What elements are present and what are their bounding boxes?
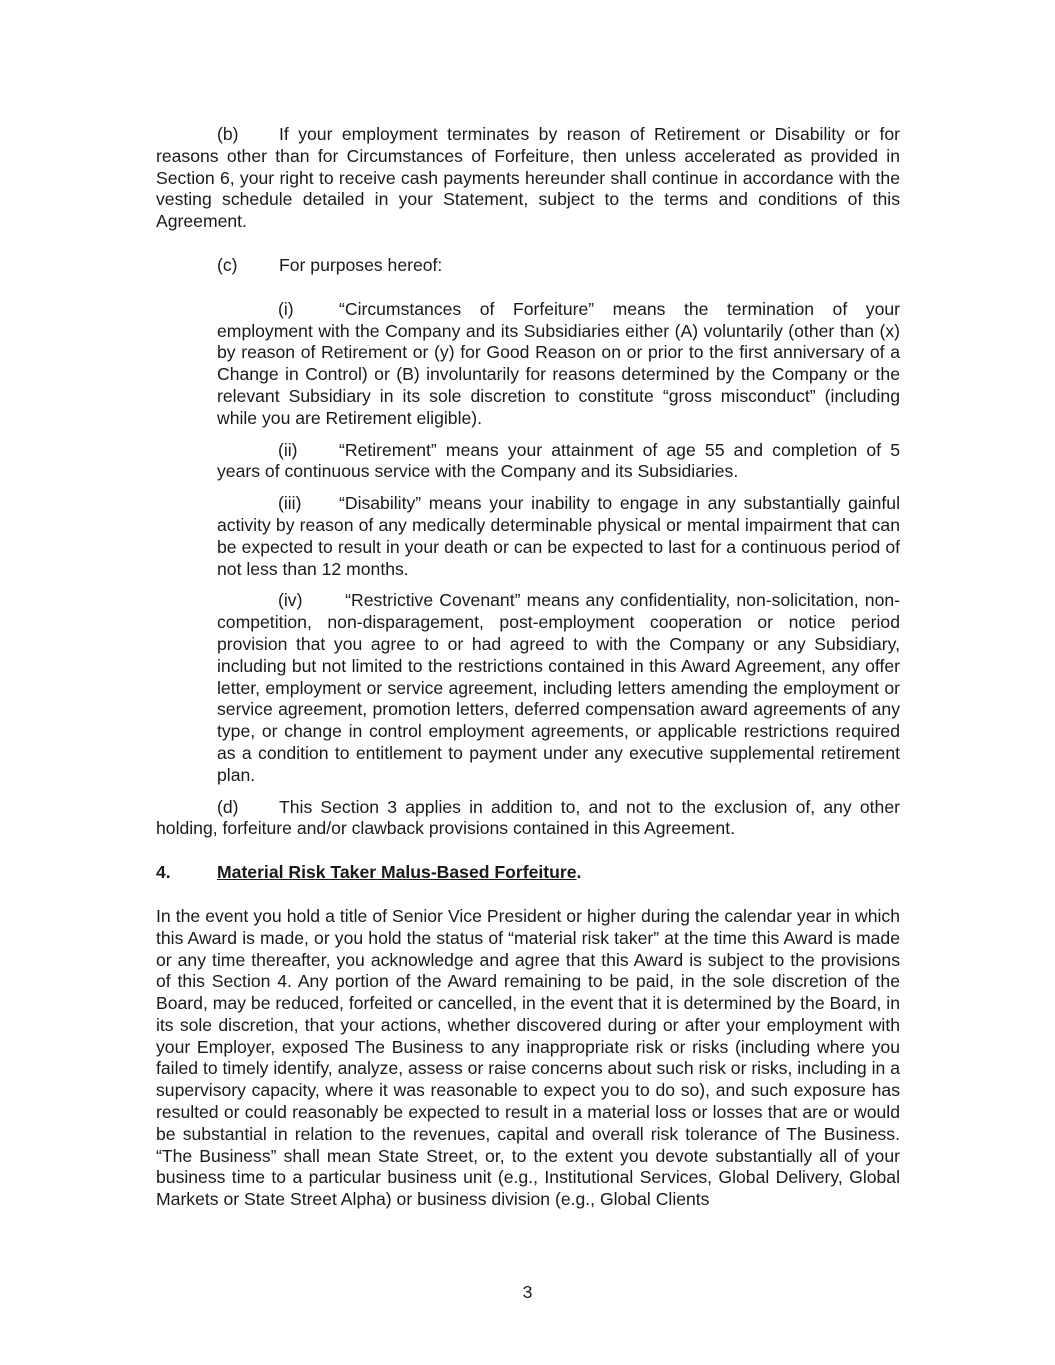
subparagraph-iv-label: (iv) (278, 590, 303, 611)
subparagraph-i-text: “Circumstances of Forfeiture” means the termination of your employment with the Company and its Subsidiaries either (A) voluntarily (other than (x) by reason of Retirement or (y) for Good Reason on or prior to the first anniversary of a Change in Control) or (B) involuntarily for reasons determined by the Company or the relevant Subsidiary in its sole discretion to constitute “gross misconduct” (including while you are Retirement eligible). (217, 298, 900, 428)
paragraph-d-text: This Section 3 applies in addition to, and not to the exclusion of, any other holding, forfeiture and/or clawback provisions contained in this Agreement. (156, 796, 900, 839)
section-4-body: In the event you hold a title of Senior Vice President or higher during the calendar year in which this Award is made, or you hold the status of “material risk taker” at the time this Award is made or any time thereafter, you acknowledge and agree that this Award is subject to the provisions of this Section 4. Any portion of the Award remaining to be paid, in the sole discretion of the Board, may be reduced, forfeited or cancelled, in the event that it is determined by the Board, in its sole discretion, that your actions, whether discovered during or after your employment with your Employer, exposed The Business to any inappropriate risk or risks (including where you failed to timely identify, analyze, assess or raise concerns about such risk or risks, including in a supervisory capacity, where it was reasonable to expect you to do so), and such exposure has resulted or could reasonably be expected to result in a material loss or losses that are or would be substantial in relation to the revenues, capital and overall risk tolerance of The Business. “The Business” shall mean State Street, or, to the extent you devote substantially all of your business time to a particular business unit (e.g., Institutional Services, Global Delivery, Global Markets or State Street Alpha) or business division (e.g., Global Clients (156, 905, 900, 1210)
paragraph-d (156, 797, 900, 841)
page-number: 3 (522, 1282, 533, 1302)
paragraph-b-label: (b) (217, 124, 239, 144)
subparagraph-ii (217, 440, 900, 484)
subparagraph-i (217, 299, 900, 430)
subparagraph-iv (217, 590, 900, 786)
document-page (156, 124, 900, 1211)
subparagraph-iii-text: “Disability” means your inability to engage in any substantially gainful activity by reason of any medically determinable physical or mental impairment that can be expected to result in your death or can be expected to last for a continuous period of not less than 12 months. (217, 493, 900, 579)
subparagraph-iii (217, 493, 900, 580)
paragraph-d-label: (d) (217, 796, 239, 817)
paragraph-c-label: (c) (217, 254, 238, 275)
section-4-number: 4. (156, 862, 171, 883)
paragraph-c (156, 255, 900, 277)
subparagraph-ii-label: (ii) (278, 439, 298, 460)
subparagraph-iv-text: “Restrictive Covenant” means any confidentiality, non-solicitation, non-competition, non-disparagement, post-employment cooperation or notice period provision that you agree to or had agreed to with the Company or any Subsidiary, including but not limited to the restrictions contained in this Award Agreement, any offer letter, employment or service agreement, including letters amending the employment or service agreement, promotion letters, deferred compensation award agreements of any type, or change in control employment agreements, or applicable restrictions required as a condition to entitlement to payment under any executive supplemental retirement plan. (217, 590, 900, 785)
subparagraph-i-label: (i) (278, 298, 294, 319)
paragraph-b (156, 124, 900, 233)
paragraph-c-text: For purposes hereof: (279, 254, 443, 275)
subparagraph-iii-label: (iii) (278, 493, 302, 514)
subparagraph-ii-text: “Retirement” means your attainment of age 55 and completion of 5 years of continuous service with the Company and its Subsidiaries. (217, 439, 900, 482)
section-4-heading (156, 862, 900, 884)
paragraph-b-text: If your employment terminates by reason of Retirement or Disability or for reasons other than for Circumstances of Forfeiture, then unless accelerated as provided in Section 6, your right to receive cash payments hereunder shall continue in accordance with the vesting schedule detailed in your Statement, subject to the terms and conditions of this Agreement. (156, 124, 900, 232)
section-4-title-suffix: . (576, 862, 582, 883)
section-4-title: Material Risk Taker Malus-Based Forfeiture (217, 862, 577, 883)
